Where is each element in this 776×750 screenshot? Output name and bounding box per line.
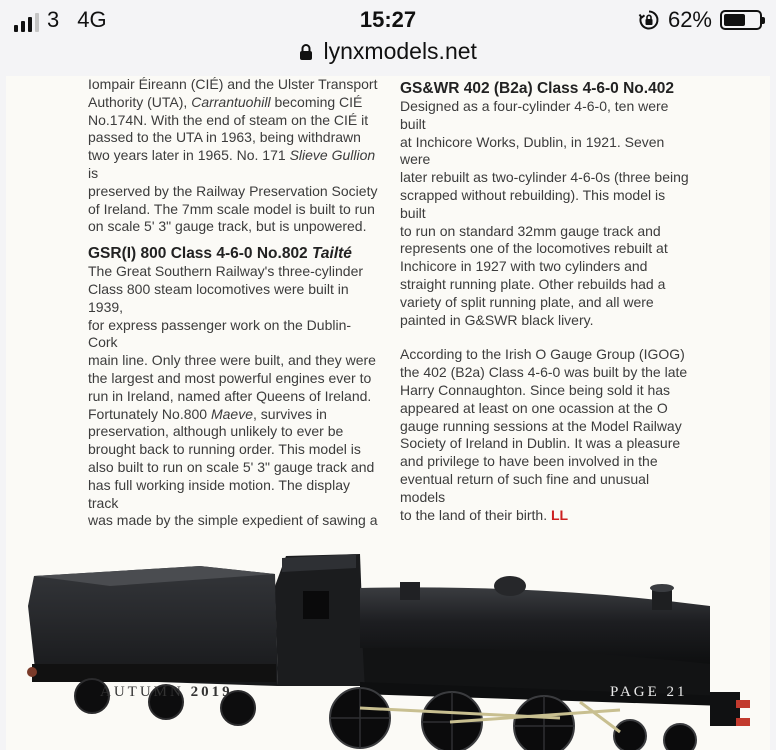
article-column-right: [400, 76, 690, 524]
section-heading-gsr-800: GSR(I) 800 Class 4-6-0 No.802 Tailté: [88, 245, 352, 263]
article-body-igog: According to the Irish O Gauge Group (IGOG) the 402 (B2a) Class 4-6-0 was built by the late Harry Connaughton. Since being sold it has appeared at least on one ocassion at the O gauge running sessions at the Model Railway Society of Ireland in Dublin. It was a pleasure and privilege to have been involved in the eventual return of such fine and unusual models to the land of their birth. LL: [400, 346, 688, 523]
article-body-gsr-800: The Great Southern Railway's three-cylinder Class 800 steam locomotives were built in 1939, for express passenger work on the Dublin-Cork main line. Only three were built, and they were the largest and most powerful engines ever to run in Ireland, named after Queens of Ireland. Fortunately No.800 Maeve, survives in preservation, although unlikely to ever be brought back to running order. This model is also built to run on scale 5' 3" gauge track and has full working inside motion. The display track was made by the simple expedient of sawing a: [88, 263, 378, 529]
url-text: lynxmodels.net: [323, 38, 477, 64]
article-intro: Iompair Éireann (CIÉ) and the Ulster Transport Authority (UTA), Carrantuohill becoming CIÉ No.174N. With the end of steam on the CIÉ it passed to the UTA in 1963, being withdrawn two years later in 1965. No. 171 Slieve Gullion is preserved by the Railway Preservation Society of Ireland. The 7mm scale model is built to run on scale 5' 3" gauge track, but is unpowered.: [88, 76, 378, 235]
lock-icon: [299, 43, 313, 61]
battery-icon: [720, 10, 762, 30]
address-bar[interactable]: [0, 38, 776, 74]
carrier-label: 3: [47, 7, 60, 32]
article-body-gswr-402: Designed as a four-cylinder 4-6-0, ten were built at Inchicore Works, Dublin, in 1921. Seven were later rebuilt as two-cylinder 4-6-0s (three being scrapped without rebuilding). This model is built to run on standard 32mm gauge track and represents one of the locomotives rebuilt at Inchicore in 1927 with two cylinders and straight running plate. Other rebuilds had a variety of split running plate, and all were painted in G&SWR black livery.: [400, 98, 689, 328]
locomotive-model-photo: [20, 496, 756, 750]
battery-percent: 62%: [667, 7, 712, 32]
clock: 15:27: [359, 7, 417, 32]
network-type: 4G: [77, 7, 107, 32]
end-mark: LL: [550, 506, 569, 523]
issue-footer: AUTUMN 2019: [100, 684, 233, 700]
page-number: PAGE 21: [610, 684, 688, 700]
rotation-lock-icon: [638, 9, 660, 31]
article-column-left: [88, 76, 378, 530]
section-heading-gswr-402: GS&WR 402 (B2a) Class 4-6-0 No.402: [400, 80, 674, 97]
magazine-page: [6, 76, 770, 750]
